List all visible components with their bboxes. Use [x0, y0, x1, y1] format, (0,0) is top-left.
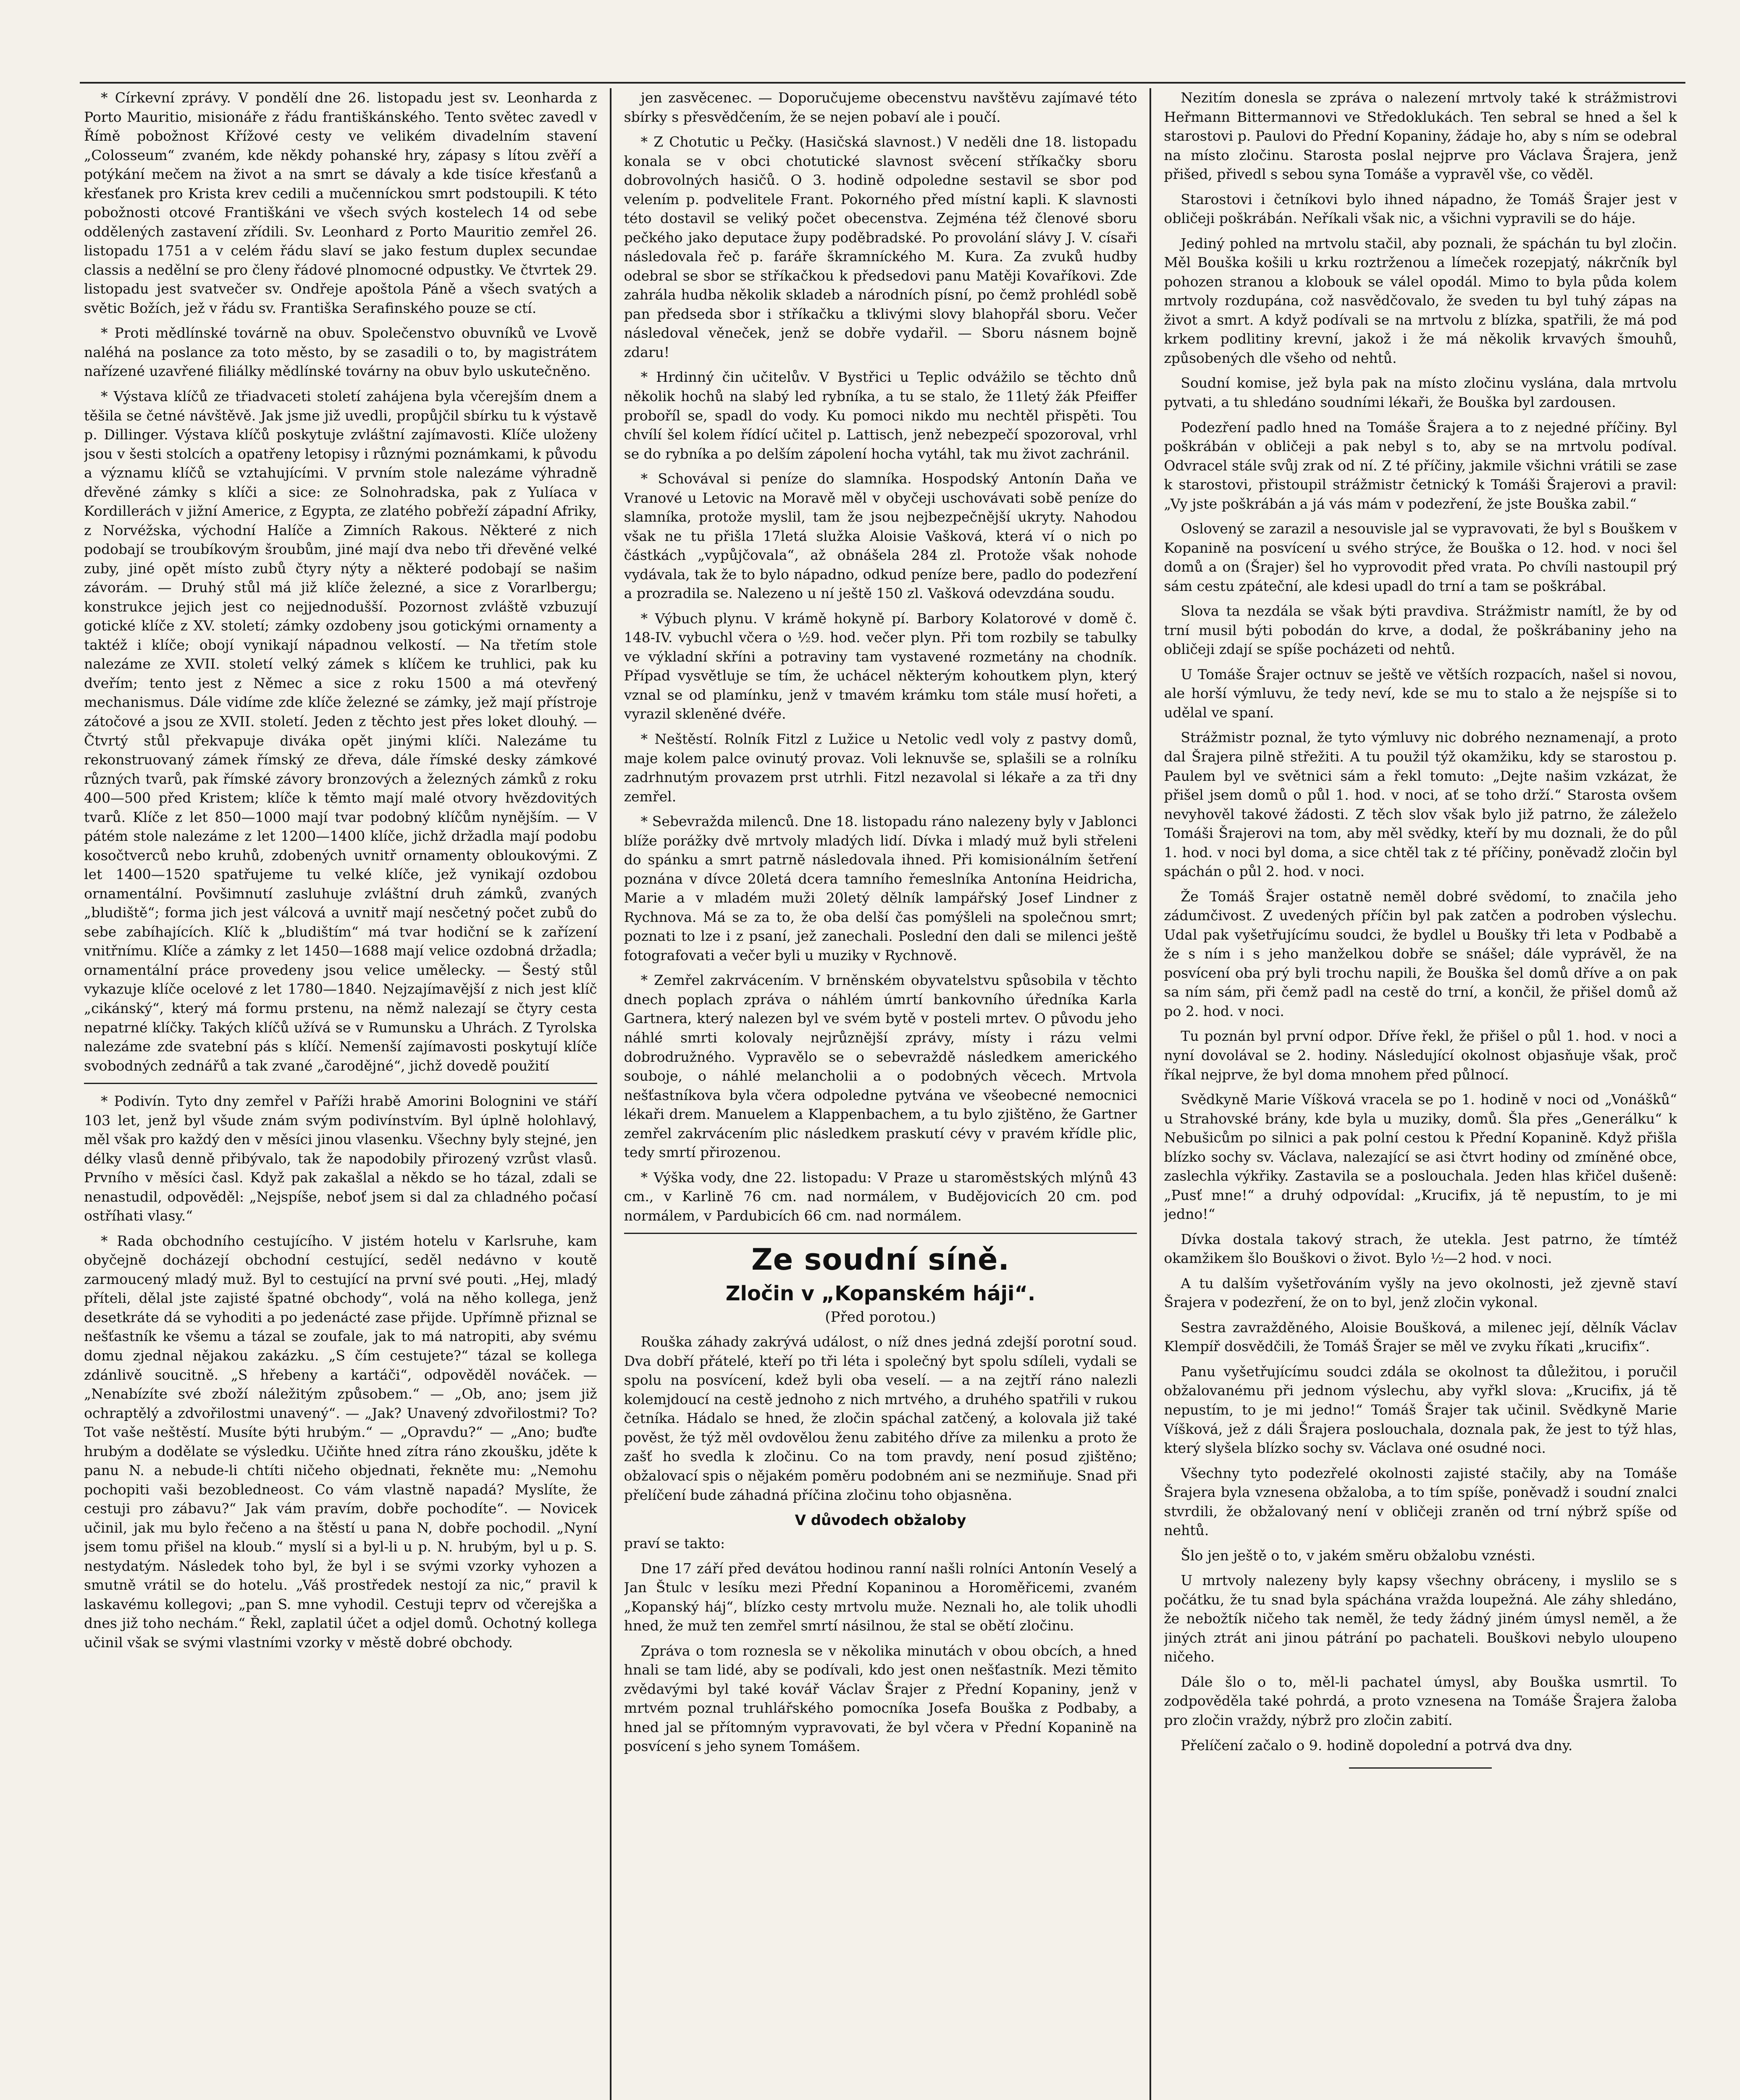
article-continuation	[1164, 88, 1677, 1755]
paragraph: Nezitím donesla se zpráva o nalezení mrtvoly také k strážmistrovi Heřmann Bittermannovi ve Středoklukách. Ten sebral se hned a šel k starostovi p. Paulovi do Přední Kopaniny, žádaje ho, aby s ním se odebral na místo zločinu. Starosta poslal nejprve pro Václava Šrajera, jenž přišed, přivedl s sebou syna Tomáše a vypravěl vše, co věděl.	[1164, 89, 1677, 183]
paragraph: U Tomáše Šrajer octnuv se ještě ve větších rozpacích, našel si novou, ale horší výmluvu, že tedy neví, kde se mu to stalo a že nejspíše si to udělal ve spaní.	[1164, 666, 1677, 721]
paragraph: * Výška vody, dne 22. listopadu: V Praze u staroměstských mlýnů 43 cm., v Karlině 76 cm. nad normálem, v Budějovicích 20 cm. pod normálem, v Pardubicích 66 cm. nad normálem.	[624, 1169, 1137, 1224]
paragraph: * Výbuch plynu. V krámě hokyně pí. Barbory Kolatorové v domě č. 148-IV. vybuchl včera o ½9. hod. večer plyn. Při tom rozbily se tabulky ve výkladní skříni a potraviny tam vystavené rozmetány na chodník. Případ vysvětluje se tím, že uchácel některým kohoutkem plyn, který vznal se od plamínku, jenž v tmavém krámku tom stále musí hořeti, a vyrazil skleněné dvéře.	[624, 610, 1137, 722]
paragraph: Tu poznán byl první odpor. Dříve řekl, že přišel o půl 1. hod. v noci a nyní dovolával se 2. hodiny. Následující okolnost objasňuje však, proč říkal nejprve, že byl doma mnohem před půlnocí.	[1164, 1028, 1677, 1083]
paragraph: * Podivín. Tyto dny zemřel v Paříži hrabě Amorini Bolognini ve stáří 103 let, jenž byl všude znám svým podivínstvím. Byl úplně holohlavý, měl však pro každý den v měsíci jinou vlasenku. Všechny byly stejné, jen délky vlasů denně přibývalo, tak že napodobily přirozený vzrůst vlasů. Prvního v měsíci časl. Když pak zakašlal a někdo se ho tázal, zdali se nenastudil, odpověděl: „Nejspíše, neboť jsem si dal za chladného počasí ostříhati vlasy.“	[84, 1093, 597, 1224]
article-title: Zločin v „Kopanském háji“.	[725, 1282, 1036, 1306]
reasons-heading: V důvodech obžaloby	[795, 1512, 966, 1529]
paragraph: Sestra zavražděného, Aloisie Boušková, a milenec její, dělník Václav Klempíř dosvědčili, že Tomáš Šrajer se měl ve zvyku říkati „krucifix“.	[1164, 1319, 1677, 1355]
paragraph: U mrtvoly nalezeny byly kapsy všechny obráceny, i myslilo se s počátku, že tu snad byla spáchána vražda loupežná. Ale záhy shledáno, že nebožtík ničeho tak neměl, že tedy žádný jiném úmysl neměl, a že jiných ztrát ani jinou pátrání po pachateli. Bouškovi nebylo uloupeno ničeho.	[1164, 1572, 1677, 1665]
column-1	[84, 88, 597, 2100]
paragraph: jen zasvěcenec. — Doporučujeme obecenstvu navštěvu zajímavé této sbírky s přesvědčením, že se nejen pobaví ale i poučí.	[624, 89, 1137, 125]
paragraph: Jediný pohled na mrtvolu stačil, aby poznali, že spáchán tu byl zločin. Měl Bouška košili u krku roztrženou a límeček rozepjatý, nákrčník byl pohozen stranou a klobouk se válel opodál. Mimo to byla půda kolem mrtvoly rozdupána, což nasvědčovalo, že sveden tu byl tuhý zápas na život a smrt. A když podívali se na mrtvolu z blízka, spatřili, že má pod krkem podlitiny krevní, jakož i že má několik krvavých šmouhů, způsobených dle všeho od nehtů.	[1164, 235, 1677, 366]
paragraph: * Zemřel zakrvácením. V brněnském obyvatelstvu spůsobila v těchto dnech poplach zpráva o náhlém úmrtí bankovního úředníka Karla Gartnera, který nalezen byl ve svém bytě v posteli mrtev. O původu jeho náhlé smrti kolovaly nejrůznější zprávy, místy i rázu velmi dobrodružného. Vypravělo se o sebevraždě následkem amerického souboje, o náhlé melancholii a o podobných věcech. Mrtvola nešťastníkova byla včera odpoledne pytvána ve všeobecné nemocnici lékaři drem. Manuelem a Klappenbachem, a tu bylo zjištěno, že Gartner zemřel zakrvácením plic následkem praskutí cévy v pravém křídle plic, tedy smrtí přirozenou.	[624, 972, 1137, 1161]
paragraph: * Sebevražda milenců. Dne 18. listopadu ráno nalezeny byly v Jablonci blíže porážky dvě mrtvoly mladých lidí. Dívka i mladý muž byli střeleni do spánku a smrt patrně následovala ihned. Při komisionálním šetření poznána v dívce 20letá dcera tamního řemeslníka Antonína Heidricha, Marie a v mladém muži 20letý dělník lampářský Josef Lindner z Rychnova. Má se za to, že oba delší čas pomýšleli na společnou smrt; poznati to lze i z psaní, jež zanechali. Poslední den dali se milenci ještě fotografovati a večer byli u muziky v Rychnově.	[624, 813, 1137, 963]
news-items	[624, 88, 1137, 1225]
article-paragraph: Dne 17 září před devátou hodinou ranní našli rolníci Antonín Veselý a Jan Štulc v lesíku mezi Přední Kopaninou a Horoměřicemi, zvaném „Kopanský háj“, blízko cesty mrtvolu muže. Neznali ho, ale tolik uhodli hned, že muž ten zemřel smrtí násilnou, že stal se obětí zločinu.	[624, 1560, 1137, 1634]
paragraph: Soudní komise, jež byla pak na místo zločinu vyslána, dala mrtvolu pytvati, a tu shledáno soudními lékaři, že Bouška byl zardousen.	[1164, 375, 1677, 410]
paragraph: A tu dalším vyšetřováním vyšly na jevo okolnosti, jež zjevně staví Šrajera v podezření, že on to byl, jenž zločin vykonal.	[1164, 1275, 1677, 1311]
paragraph: * Hrdinný čin učitelův. V Bystřici u Teplic odvážilo se těchto dnů několik hochů na slabý led rybníka, a tu se stalo, že 11letý žák Pfeiffer proboříl se, spadl do vody. Ku pomoci nikdo mu nechtěl přispěti. Tou chvílí šel kolem řídící učitel p. Lattisch, jenž nebezpečí spozoroval, vrhl se do rybníka a po delším zápolení hocha vytáhl, tak mu život zachránil.	[624, 369, 1137, 462]
paragraph: Přelíčení začalo o 9. hodině dopolední a potrvá dva dny.	[1181, 1737, 1573, 1754]
paragraph: Oslovený se zarazil a nesouvisle jal se vypravovati, že byl s Bouškem v Kopanině na posvícení u svého strýce, že Bouška o 12. hod. v noci šel domů a on (Šrajer) šel ho vyprovodit před vrata. Po chvíli nastoupil prý sám cestu zpáteční, ale kdesi upadl do trní a tam se poškrábal.	[1164, 520, 1677, 594]
columns	[84, 88, 1677, 2100]
item-divider	[84, 1083, 597, 1084]
reasons-lead: praví se takto:	[624, 1535, 725, 1552]
paragraph: Starostovi i četníkovi bylo ihned nápadno, že Tomáš Šrajer jest v obličeji poškrábán. Neříkali však nic, a všichni vypravili se do háje.	[1164, 191, 1677, 227]
paragraph: Že Tomáš Šrajer ostatně neměl dobré svědomí, to značila jeho zádumčivost. Z uvedených příčin byl pak zatčen a podroben výslechu. Udal pak vyšetřujícímu soudci, že bydlel u Boušky tři leta v Podbabě a že s ním i s jeho manželkou dobře se snášel; dále vyprávěl, že na posvícení oba prý byli trochu napili, že Bouška šel domů dříve a on pak sa ním sám, při čemž padl na cestě do trní, a končil, že přišel domů až po 2. hod. v noci.	[1164, 888, 1677, 1019]
section-divider	[624, 1233, 1137, 1234]
paragraph: Podezření padlo hned na Tomáše Šrajera a to z nejedné příčiny. Byl poškrábán v obličeji a pak nebyl s to, aby se na mrtvolu podíval. Odvracel stále svůj zrak od ní. Z té příčiny, jakmile všichni vrátili se zase k starostovi, přistoupil strážmistr četnický k Tomáši Šrajerovi a pravil: „Vy jste poškrábán a já vás mám v podezření, že jste Bouška zabil.“	[1164, 419, 1677, 512]
column-2	[624, 88, 1137, 2100]
section-heading: Ze soudní síně.	[751, 1242, 1010, 1277]
paragraph: Svědkyně Marie Víšková vracela se po 1. hodině v noci od „Vonášků“ u Strahovské brány, kde byla u muziky, domů. Šla přes „Generálku“ k Nebušicům po silnici a pak polní cestou k Přední Kopanině. Když přišla blízko sochy sv. Václava, nalezající se asi čtvrt hodiny od zmíněné obce, zaslechla výkřiky. Zastavila se a poslouchala. Jeden hlas křičel dušeně: „Pusť mne!“ a druhý odpovídal: „Krucifix, já tě nepustím, to je mi jedno!“	[1164, 1091, 1677, 1223]
article-paragraph: Zpráva o tom roznesla se v několika minutách v obou obcích, a hned hnali se tam lidé, aby se podívali, kdo jest onen nešťastník. Mezi těmito zvědavými byl také kovář Václav Šrajer z Přední Kopaniny, jenž v mrtvém poznal truhlářského pomocníka Josefa Bouška z Podbaby, a hned jal se přítomným vypravovati, že byl včera v Přední Kopanině na posvícení s jeho synem Tomášem.	[624, 1642, 1137, 1755]
article-subtitle: (Před porotou.)	[825, 1309, 936, 1326]
paragraph: * Rada obchodního cestujícího. V jistém hotelu v Karlsruhe, kam obyčejně docházejí obchodní cestující, seděl nedávno v koutě zarmoucený mladý muž. Byl to cestující na první své pouti. „Hej, mladý příteli, dělal jste zajisté špatné obchody“, volá na něho kollega, jenž desetkráte dá se vyhoditi a po jedenácté zase přijde. Upřímně přiznal se nešťastník ke všemu a tázal se zoufale, jak to má natropiti, aby svému domu zjednal nějakou zakázku. „S čím cestujete?“ tázal se kollega zdánlivě soucitně. „S hřebeny a kartáči“, odpověděl nováček. — „Nenabízíte své zboží náležitým způsobem.“ — „Ob, ano; jsem již ochraptělý a zdvořilostmi unavený“. — „Jak? Unavený zdvořilostmi? To? Tot vaše neštěstí. Musíte býti hrubým.“ — „Opravdu?“ — „Ano; buďte hrubým a dodělate se výsledku. Učiňte hned zítra ráno zkoušku, jděte k panu N. a nebude-li chtíti ničeho objednati, řekněte mu: „Nemohu pochopiti vaši bezobledneost. Co vám vlastně napadá? Myslíte, že cestuji pro zábavu?“ Jak vám pravím, dobře pochodíte“. — Novicek učinil, jak mu bylo řečeno a na štěstí u pana N, dobře pochodil. „Nyní jsem tomu přišel na kloub.“ myslí si a byl-li u p. N. hrubým, byl u p. S. nestydatým. Následek toho byl, že byl i se svými vzorky vyhozen a smutně vrátil se do hotelu. „Váš prostředek nestojí za nic,“ pravil k laskavému kollegovi; „pan S. mne vyhodil. Cestuji teprv od včerejška a dnes již toho nechám.“ Řekl, zaplatil účet a odjel domů. Ochotný kollega učinil však se svými vlastními vzorky v městě dobré obchody.	[84, 1232, 597, 1651]
paragraph: * Církevní zprávy. V pondělí dne 26. listopadu jest sv. Leonharda z Porto Mauritio, misionáře z řádu františkánského. Tento světec zavedl v Římě pobožnost Křížové cesty ve velikém divadelním stavení „Colosseum“ zvaném, kde někdy pohanské hry, zápasy s lítou zvěří a potýkání mečem na život a na smrt se dávaly a kde tisíce křesťanů a křesťanek pro Krista krev cedili a mučenníckou smrt podstoupili. K této pobožnosti otcové Františkáni ve všech svých kostelech 14 od sebe oddělených zastavení zřídili. Sv. Leonhard z Porto Mauritio zemřel 26. listopadu 1751 a v celém řádu slaví se jako festum duplex secundae classis a nedělní se pro členy řádové plnomocné odpustky. Ve čtvrtek 29. listopadu jest svatvečer sv. Ondřeje apoštola Páně a všech svatých a světic Božích, jež v řádu sv. Františka Serafinského pouze se ctí.	[84, 89, 597, 316]
paragraph: Šlo jen ještě o to, v jakém směru obžalobu vznésti.	[1181, 1547, 1535, 1564]
column-rule	[610, 88, 611, 2100]
paragraph: * Proti mědlínské továrně na obuv. Společenstvo obuvníků ve Lvově naléhá na poslance za toto město, by se zasadili o to, by magistrátem nařízené uzavřené filiálky mědlínské továrny na obuv bylo uskutečněno.	[84, 325, 597, 380]
end-rule	[1349, 1767, 1492, 1769]
paragraph: Strážmistr poznal, že tyto výmluvy nic dobrého neznamenají, a proto dal Šrajera pilně střežiti. A tu použil týž okamžiku, kdy se starostou p. Paulem byl ve světnici sám a řekl tomuto: „Dejte našim vzkázat, že přišel jsem domů o půl 1. hod. v noci, ať se toho drží.“ Starosta ovšem nevyhověl takové žádosti. Z těch slov však bylo již patrno, že záleželo Tomáši Šrajerovi na tom, aby měl svědky, kteří by mu doznali, že do půl 1. hod. v noci byl doma, a sice chtěl tak z té příčiny, poněvadž zločin byl spáchán o půl 2. hod. v noci.	[1164, 729, 1677, 880]
paragraph: Panu vyšetřujícímu soudci zdála se okolnost ta důležitou, i poručil obžalovanému při jednom výslechu, aby vyřkl slova: „Krucifix, já tě nepustím, to je mi jedno!“ Tomáš Šrajer tak učinil. Svědkyně Marie Víšková, jež z dáli Šrajera poslouchala, doznala pak, že jest to týž hlas, který slyšela blízko sochy sv. Václava oné osudné noci.	[1164, 1363, 1677, 1457]
column-3	[1164, 88, 1677, 2100]
article-intro: Rouška záhady zakrývá událost, o níž dnes jedná zdejší porotní soud. Dva dobří přátelé, kteří po tři léta i společný byt spolu sdíleli, vydali se spolu na posvícení, kdež byli oba veselí. — a na zejtří ráno nalezli kolemjdoucí na cestě jednoho z nich mrtvého, a druhého spatřili v rukou četníka. Hádalo se hned, že zločin spáchal zatčený, a kolovala již také pověst, že týž měl ovdovělou ženu zabitého dříve za milenku a proto že zašť ho svedla k zločinu. Co na tom pravdy, není posud zjištěno; obžalovací spis o nějakém poměru podobném ani se nezmiňuje. Snad při přelíčení bude záhadná příčina zločinu toho objasněna.	[624, 1334, 1137, 1503]
paragraph: Slova ta nezdála se však býti pravdiva. Strážmistr namítl, že by od trní musil býti pobodán do krve, a dodal, že poškrábaniny jeho na obličeji zdají se spíše pocházeti od nehtů.	[1164, 603, 1677, 658]
paragraph: * Z Chotutic u Pečky. (Hasičská slavnost.) V neděli dne 18. listopadu konala se v obci chotutické slavnost svěcení stříkačky sboru dobrovolných hasičů. O 3. hodině odpoledne sestavil se sbor pod velením p. podvelitele Frant. Pokorného před místní kapli. K slavnosti této dostavil se veliký počet obecenstva. Zejména též členové sboru pečkého jako deputace župy poděbradské. Po provolání slávy J. V. císaři následovala řeč p. faráře škramníckého M. Kura. Za zvuků hudby odebral se sbor se stříkačkou k předsedovi panu Matěji Kovaříkovi. Zde zahrála hudba několik skladeb a národních písní, po čemž prohlédl sobě pan předseda sbor i stříkačku a tklivými slovy blahopřál sboru. Večer následoval věneček, jenž se dobře vydařil. — Sboru násnem bojně zdaru!	[624, 134, 1137, 360]
paragraph: * Neštěstí. Rolník Fitzl z Lužice u Netolic vedl voly z pastvy domů, maje kolem palce ovinutý provaz. Voli leknuvše se, splašili se a rolníku zadrhnutým provazem prst utrhli. Fitzl nezavolal si lékaře a za tři dny zemřel.	[624, 731, 1137, 805]
paragraph: Dále šlo o to, měl-li pachatel úmysl, aby Bouška usmrtil. To zodpověděla také pohrdá, a proto vznesena na Tomáše Šrajera žaloba pro zločin vraždy, nýbrž pro zločin zabití.	[1164, 1673, 1677, 1728]
column-rule	[1150, 88, 1151, 2100]
top-rule	[80, 82, 1685, 84]
paragraph: Všechny tyto podezřelé okolnosti zajisté stačily, aby na Tomáše Šrajera byla vznesena obžaloba, a to tím spíše, poněvadž i soudní znalci stvrdili, že obžalovaný není v obličeji zraněn od trní nýbrž spíše od nehtů.	[1164, 1465, 1677, 1539]
paragraph: Dívka dostala takový strach, že utekla. Jest patrno, že tímtéž okamžikem šlo Bouškovi o život. Bylo ½—2 hod. v noci.	[1164, 1231, 1677, 1267]
paragraph: * Schovával si peníze do slamníka. Hospodský Antonín Daňa ve Vranové u Letovic na Moravě měl v obyčeji uschovávati sobě peníze do slamníka, protože myslil, tam že jsou nejbezpečnější ukryty. Nahodou však ne tu přišla 17letá služka Aloisie Vašková, která ví o nich po částkách „vypůjčovala“, až obnášela 284 zl. Protože však nohode vydávala, tak že to bylo nápadno, odkud peníze bere, padlo do podezření a prozradila se. Nalezeno u ní ještě 150 zl. Vašková odevzdána soudu.	[624, 470, 1137, 602]
paragraph: * Výstava klíčů ze třiadvaceti století zahájena byla včerejším dnem a těšila se četné návštěvě. Jak jsme již uvedli, propůjčil sbírku tu k výstavě p. Dillinger. Výstava klíčů poskytuje zvláštní zajímavosti. Klíče uloženy jsou v šesti stolcích a opatřeny letopisy i různými poznámkami, k původu a významu klíčů se vztahujícími. V prvním stole nalezáme výhradně dřevěné zámky s klíči a sice: ze Solnohradska, pak z Yulíaca v Kordillerách v jižní Americe, z Egypta, ze zlatého pobřeží západní Afriky, z Norvéžska, východní Halíče a Zimních Rakous. Některé z nich podobají se troubíkovým šroubům, jiné mají dva nebo tři dřevěné velké zuby, jiné opět místo zubů čtyry nýty a některé podobají se našim závorám. — Druhý stůl má již klíče železné, a sice z Vorarlbergu; konstrukce jejich jest co nejjednodušší. Pozornost zvláště vzbuzují gotické klíče z XV. století; zámky ozdobeny jsou gotickými ornamenty a taktéž i klíče; obojí vynikají nápadnou velkostí. — Na třetím stole nalezáme ze XVII. století velký zámek s klíčem ke truhlici, pak ku dveřím; tento jest z Němec a sice z roku 1500 a má otevřený mechanismus. Dále vidíme zde klíče železné se zámky, jež mají přístroje zátočové a jsou ze XVII. století. Jeden z těchto jest přes loket dlouhý. — Čtvrtý stůl překvapuje diváka opět jinými klíči. Nalezáme tu rekonstruovaný zámek římský ze dřeva, dále římské desky zámkové různých tvarů, pak římské závory bronzových a železných zámků z roku 400—500 před Kristem; klíče k těmto mají malé otvory hvězdovitých tvarů. Klíče z let 850—1000 mají tvar podobný klíčům nynějším. — V pátém stole nalezáme z let 1200—1400 klíče, jichž držadla mají podobu kosočtverců nebo kruhů, zdobených uvnitř ornamenty obloukovými. Z let 1400—1520 spatřujeme tu velké klíče, jež vynikají ozdobou ornamentální. Povšimnutí zasluhuje zvláštní druh zámků, zvaných „bludiště“; forma jich jest válcová a uvnitř mají nesčetný počet zubů do sebe zabíhajících. Klíč k „bludištím“ má tvar hodiční se k zařízení vnitřnímu. Klíče a zámky z let 1450—1688 mají velice ozdobná držadla; ornamentální práce provedeny jsou velice umělecky. — Šestý stůl vykazuje klíče ocelové z let 1780—1840. Nejzajímavější z nich jest klíč „cikánský“, který má formu prstenu, na němž nalezají se čtyry cesta nepatrné klíčky. Takých klíčů užívá se v Rumunsku a Uhrách. Z Tyrolska nalezáme zde svatební pás s klíčí. Nemenší zajímavosti poskytují klíče svobodných zednářů a tak zvané „čarodějné“, jichž dovedě použití	[84, 388, 597, 1074]
